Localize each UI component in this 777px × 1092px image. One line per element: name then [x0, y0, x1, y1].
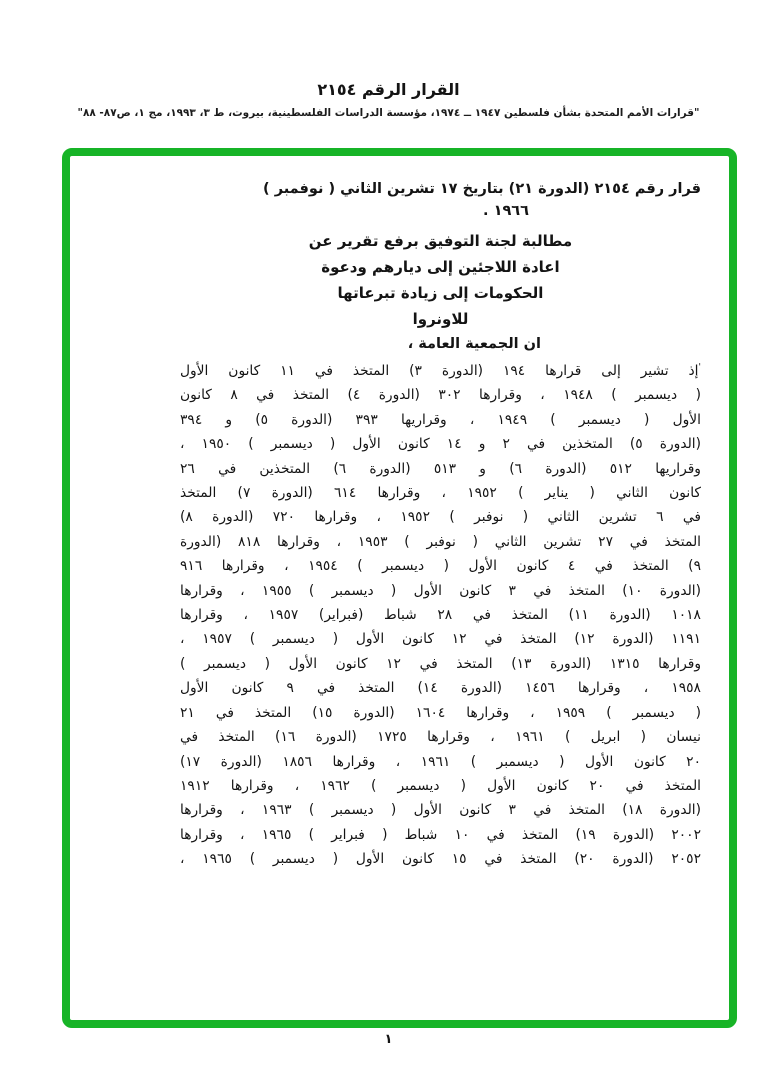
subject-heading-line: الحكومات إلى زيادة تبرعاتها [337, 284, 544, 302]
body-line: ١١٩١ (الدورة ١٢) المتخذ في ١٢ كانون الأول ( ديسمبر ) ١٩٥٧ ، [180, 631, 701, 648]
body-line: ٢٠٠٢ (الدورة ١٩) المتخذ في ١٠ شباط ( فبراير ) ١٩٦٥ ، وقرارها [180, 826, 701, 843]
source-citation: "قرارات الأمم المتحدة بشأن فلسطين ١٩٤٧ ــ ١٩٧٤، مؤسسة الدراسات الفلسطينية، بيروت، ط ٣، ١٩٩٣، مج ١، ص٨٧- ٨٨" [77, 107, 700, 119]
body-line: ١٩٥٨ ، وقرارها ١٤٥٦ (الدورة ١٤) المتخذ في ٩ كانون الأول [180, 680, 701, 697]
body-line [180, 359, 701, 383]
body-line: نيسان ( ابريل ) ١٩٦١ ، وقرارها ١٧٢٥ (الدورة ١٦) المتخذ في [180, 729, 701, 746]
body-line: ٢٠ كانون الأول ( ديسمبر ) ١٩٦١ ، وقرارها ١٨٥٦ (الدورة ١٧) [180, 753, 701, 770]
body-line: (الدورة ٥) المتخذين في ٢ و ١٤ كانون الأول ( ديسمبر ) ١٩٥٠ ، [180, 436, 702, 453]
body-line: ( ديسمبر ) ١٩٤٨ ، وقرارها ٣٠٢ (الدورة ٤) المتخذ في ٨ كانون [180, 387, 701, 404]
body-line: ( ديسمبر ) ١٩٥٩ ، وقرارها ١٦٠٤ (الدورة ١٥) المتخذ في ٢١ [180, 704, 701, 721]
body-line: كانون الثاني ( يناير ) ١٩٥٢ ، وقرارها ٦١٤ (الدورة ٧) المتخذ [180, 485, 701, 502]
body-line: ٩) المتخذ في ٤ كانون الأول ( ديسمبر ) ١٩٥٤ ، وقرارها ٩١٦ [180, 558, 701, 575]
resolution-heading-line2: ١٩٦٦ . [483, 203, 529, 219]
body-line: المتخذ في ٢٧ تشرين الثاني ( نوفبر ) ١٩٥٣ ، وقرارها ٨١٨ (الدورة [180, 533, 701, 550]
body-line: ٢٠٥٢ (الدورة ٢٠) المتخذ في ١٥ كانون الأول ( ديسمبر ) ١٩٦٥ ، [180, 851, 701, 868]
subject-heading-line: اعادة اللاجئين إلى ديارهم ودعوة [321, 258, 560, 276]
body-line: وقراريها ٥١٢ (الدورة ٦) و ٥١٣ (الدورة ٦) المتخذين في ٢٦ [180, 460, 701, 477]
body-line-text: إذ تشير إلى قرارها ١٩٤ (الدورة ٣) المتخذ في ١١ كانون الأول [180, 363, 699, 379]
document-frame [62, 148, 737, 1028]
resolution-body [180, 359, 701, 872]
body-line: (الدورة ١٠) المتخذ في ٣ كانون الأول ( ديسمبر ) ١٩٥٥ ، وقرارها [180, 582, 702, 599]
page-title: القرار الرقم ٢١٥٤ [317, 80, 460, 99]
preamble-opening: ان الجمعية العامة ، [407, 336, 541, 352]
body-line: (الدورة ١٨) المتخذ في ٣ كانون الأول ( ديسمبر ) ١٩٦٣ ، وقرارها [180, 802, 702, 819]
body-line: المتخذ في ٢٠ كانون الأول ( ديسمبر ) ١٩٦٢ ، وقرارها ١٩١٢ [180, 777, 701, 794]
resolution-heading [180, 178, 701, 222]
subject-heading-line: مطالبة لجنة التوفيق برفع تقرير عن [308, 232, 573, 250]
subject-heading-line: للاونروا [412, 310, 469, 328]
body-line: في ٦ تشرين الثاني ( نوفبر ) ١٩٥٢ ، وقرارها ٧٢٠ (الدورة ٨) [180, 509, 701, 526]
subject-heading [180, 228, 701, 332]
body-line: الأول ( ديسمبر ) ١٩٤٩ ، وقراريها ٣٩٣ (الدورة ٥) و ٣٩٤ [180, 411, 701, 428]
body-line: ١٠١٨ (الدورة ١١) المتخذ في ٢٨ شباط (فبراير) ١٩٥٧ ، وقرارها [180, 607, 701, 624]
resolution-heading-line1: قرار رقم ٢١٥٤ (الدورة ٢١) بتاريخ ١٧ تشرين الثاني ( نوفمبر ) [263, 181, 701, 197]
body-line: وقرارها ١٣١٥ (الدورة ١٣) المتخذ في ١٢ كانون الأول ( ديسمبر ) [180, 655, 702, 672]
page-number: ١ [384, 1032, 393, 1047]
footnote-mark: ' [698, 362, 701, 373]
